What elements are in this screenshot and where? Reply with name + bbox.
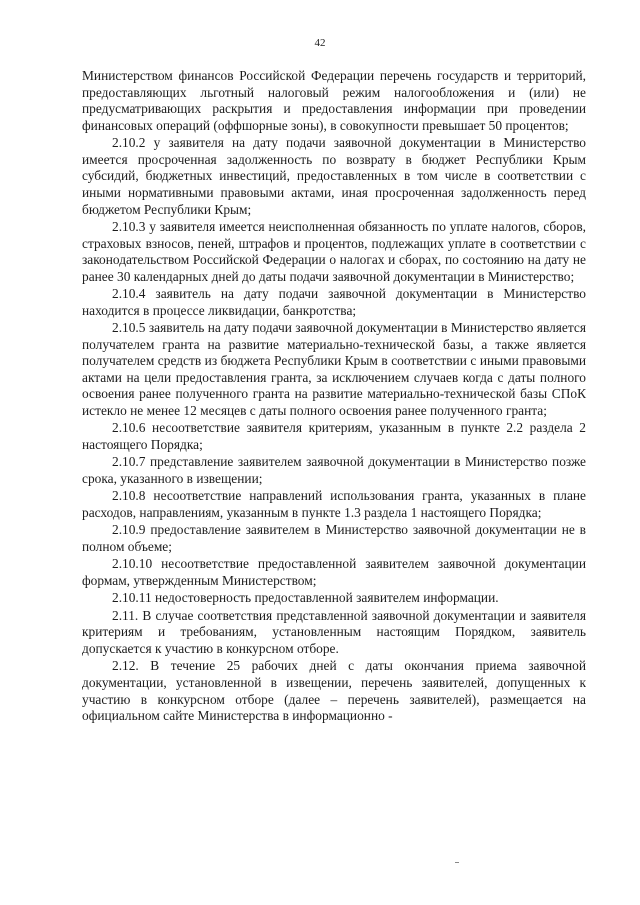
paragraph-continuation: Министерством финансов Российской Федерации перечень государств и территорий, предоставляющих льготный налоговый режим налогообложения и (или) не предусматривающих раскрытия и предоставления информации при проведении финансовых операций (оффшорные зоны), в совокупности превышает 50 процентов; xyxy=(82,68,586,133)
paragraph-2-10-2: 2.10.2 у заявителя на дату подачи заявочной документации в Министерство имеется просроченная задолженность по возврату в бюджет Республики Крым субсидий, бюджетных инвестиций, предоставленных в том числе в соответствии с иными нормативными правовыми актами, иная просроченная задолженность перед бюджетом Республики Крым; xyxy=(82,135,586,217)
paragraph-2-10-9: 2.10.9 предоставление заявителем в Министерство заявочной документации не в полном объеме; xyxy=(82,522,586,554)
paragraph-2-10-8: 2.10.8 несоответствие направлений использования гранта, указанных в плане расходов, направлениям, указанным в пункте 1.3 раздела 1 настоящего Порядка; xyxy=(82,488,586,521)
document-body xyxy=(82,68,586,725)
paragraph-2-11: 2.11. В случае соответствия представленной заявочной документации и заявителя критериям и требованиям, установленным настоящим Порядком, заявитель допускается к участию в конкурсном отборе. xyxy=(82,607,586,656)
paragraph-2-10-6: 2.10.6 несоответствие заявителя критериям, указанным в пункте 2.2 раздела 2 настоящего Порядка; xyxy=(82,420,586,453)
paragraph-2-12: 2.12. В течение 25 рабочих дней с даты окончания приема заявочной документации, установленной в извещении, перечень заявителей, допущенных к участию в конкурсном отборе (далее – перечень заявителей), размещается на официальном сайте Министерства в информационно - xyxy=(82,658,586,724)
page-number: 42 xyxy=(314,37,326,49)
paragraph-2-10-5: 2.10.5 заявитель на дату подачи заявочной документации в Министерство является получателем гранта на развитие материально-технической базы, а также является получателем средств из бюджета Республики Крым в соответствии с иными правовыми актами на цели предоставления гранта, за исключением случаев когда с даты полного освоения ранее полученного гранта на развитие материально-технической базы СПоК истекло не менее 12 месяцев с даты полного освоения ранее полученного гранта; xyxy=(82,320,586,419)
paragraph-2-10-11: 2.10.11 недостоверность предоставленной заявителем информации. xyxy=(112,590,499,606)
paragraph-2-10-4: 2.10.4 заявитель на дату подачи заявочной документации в Министерство находится в процессе ликвидации, банкротства; xyxy=(82,286,586,318)
scan-mark xyxy=(455,862,459,863)
paragraph-2-10-7: 2.10.7 представление заявителем заявочной документации в Министерство позже срока, указанного в извещении; xyxy=(82,454,586,487)
paragraph-2-10-3: 2.10.3 у заявителя имеется неисполненная обязанность по уплате налогов, сборов, страховых взносов, пеней, штрафов и процентов, подлежащих уплате в соответствии с законодательством Российской Федерации о налогах и сборах, по состоянию на дату не ранее 30 календарных дней до даты подачи заявочной документации в Министерство; xyxy=(82,218,586,284)
paragraph-2-10-10: 2.10.10 несоответствие предоставленной заявителем заявочной документации формам, утвержденным Министерством; xyxy=(82,556,586,588)
